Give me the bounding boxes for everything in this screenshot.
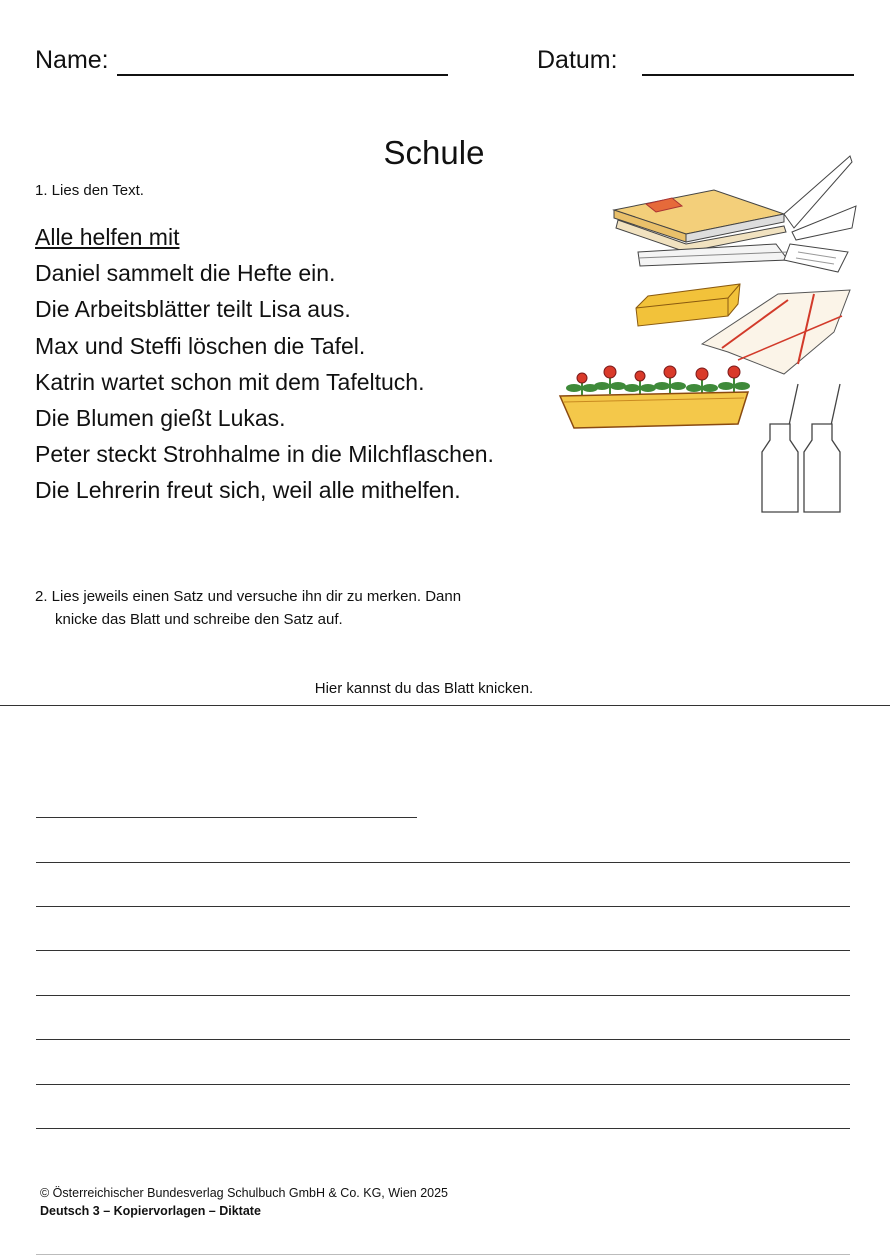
task-1-instruction: 1. Lies den Text. — [35, 182, 144, 199]
footer-divider — [36, 1254, 850, 1255]
series-label: Deutsch 3 – Kopiervorlagen – Diktate — [40, 1204, 261, 1218]
page-title: Schule — [383, 134, 485, 171]
writing-line[interactable] — [36, 995, 850, 996]
fold-line — [0, 705, 890, 706]
story-line: Katrin wartet schon mit dem Tafeltuch. — [35, 368, 425, 395]
writing-line[interactable] — [36, 1128, 850, 1129]
writing-line[interactable] — [36, 906, 850, 907]
name-label: Name: — [35, 46, 109, 74]
date-field[interactable] — [642, 74, 854, 76]
flower-box-icon — [560, 366, 749, 428]
writing-line[interactable] — [36, 1039, 850, 1040]
task-2-instruction-line-1: 2. Lies jeweils einen Satz und versuche ihn dir zu merken. Dann — [35, 588, 462, 605]
date-label: Datum: — [537, 46, 618, 74]
story-line: Die Lehrerin freut sich, weil alle mithelfen. — [35, 477, 461, 504]
story-line: Die Blumen gießt Lukas. — [35, 404, 286, 431]
copyright-notice: © Österreichischer Bundesverlag Schulbuch GmbH & Co. KG, Wien 2025 — [40, 1186, 449, 1200]
writing-line[interactable] — [36, 817, 417, 818]
task-2-instruction-line-2: knicke das Blatt und schreibe den Satz auf. — [55, 611, 343, 628]
name-field[interactable] — [117, 74, 448, 76]
school-illustration — [552, 148, 864, 520]
story-heading: Alle helfen mit — [35, 224, 180, 250]
writing-line[interactable] — [36, 950, 850, 951]
story-text — [35, 219, 494, 509]
story-line: Max und Steffi löschen die Tafel. — [35, 332, 366, 359]
fold-label: Hier kannst du das Blatt knicken. — [314, 680, 534, 697]
writing-line[interactable] — [36, 862, 850, 863]
story-line: Die Arbeitsblätter teilt Lisa aus. — [35, 296, 351, 323]
writing-line[interactable] — [36, 1084, 850, 1085]
milk-bottles-icon — [762, 384, 840, 512]
sponge-icon — [636, 284, 740, 326]
worksheets-icon — [638, 244, 848, 272]
story-line: Daniel sammelt die Hefte ein. — [35, 260, 336, 287]
notebooks-icon — [614, 156, 856, 252]
story-line: Peter steckt Strohhalme in die Milchflaschen. — [35, 441, 494, 468]
